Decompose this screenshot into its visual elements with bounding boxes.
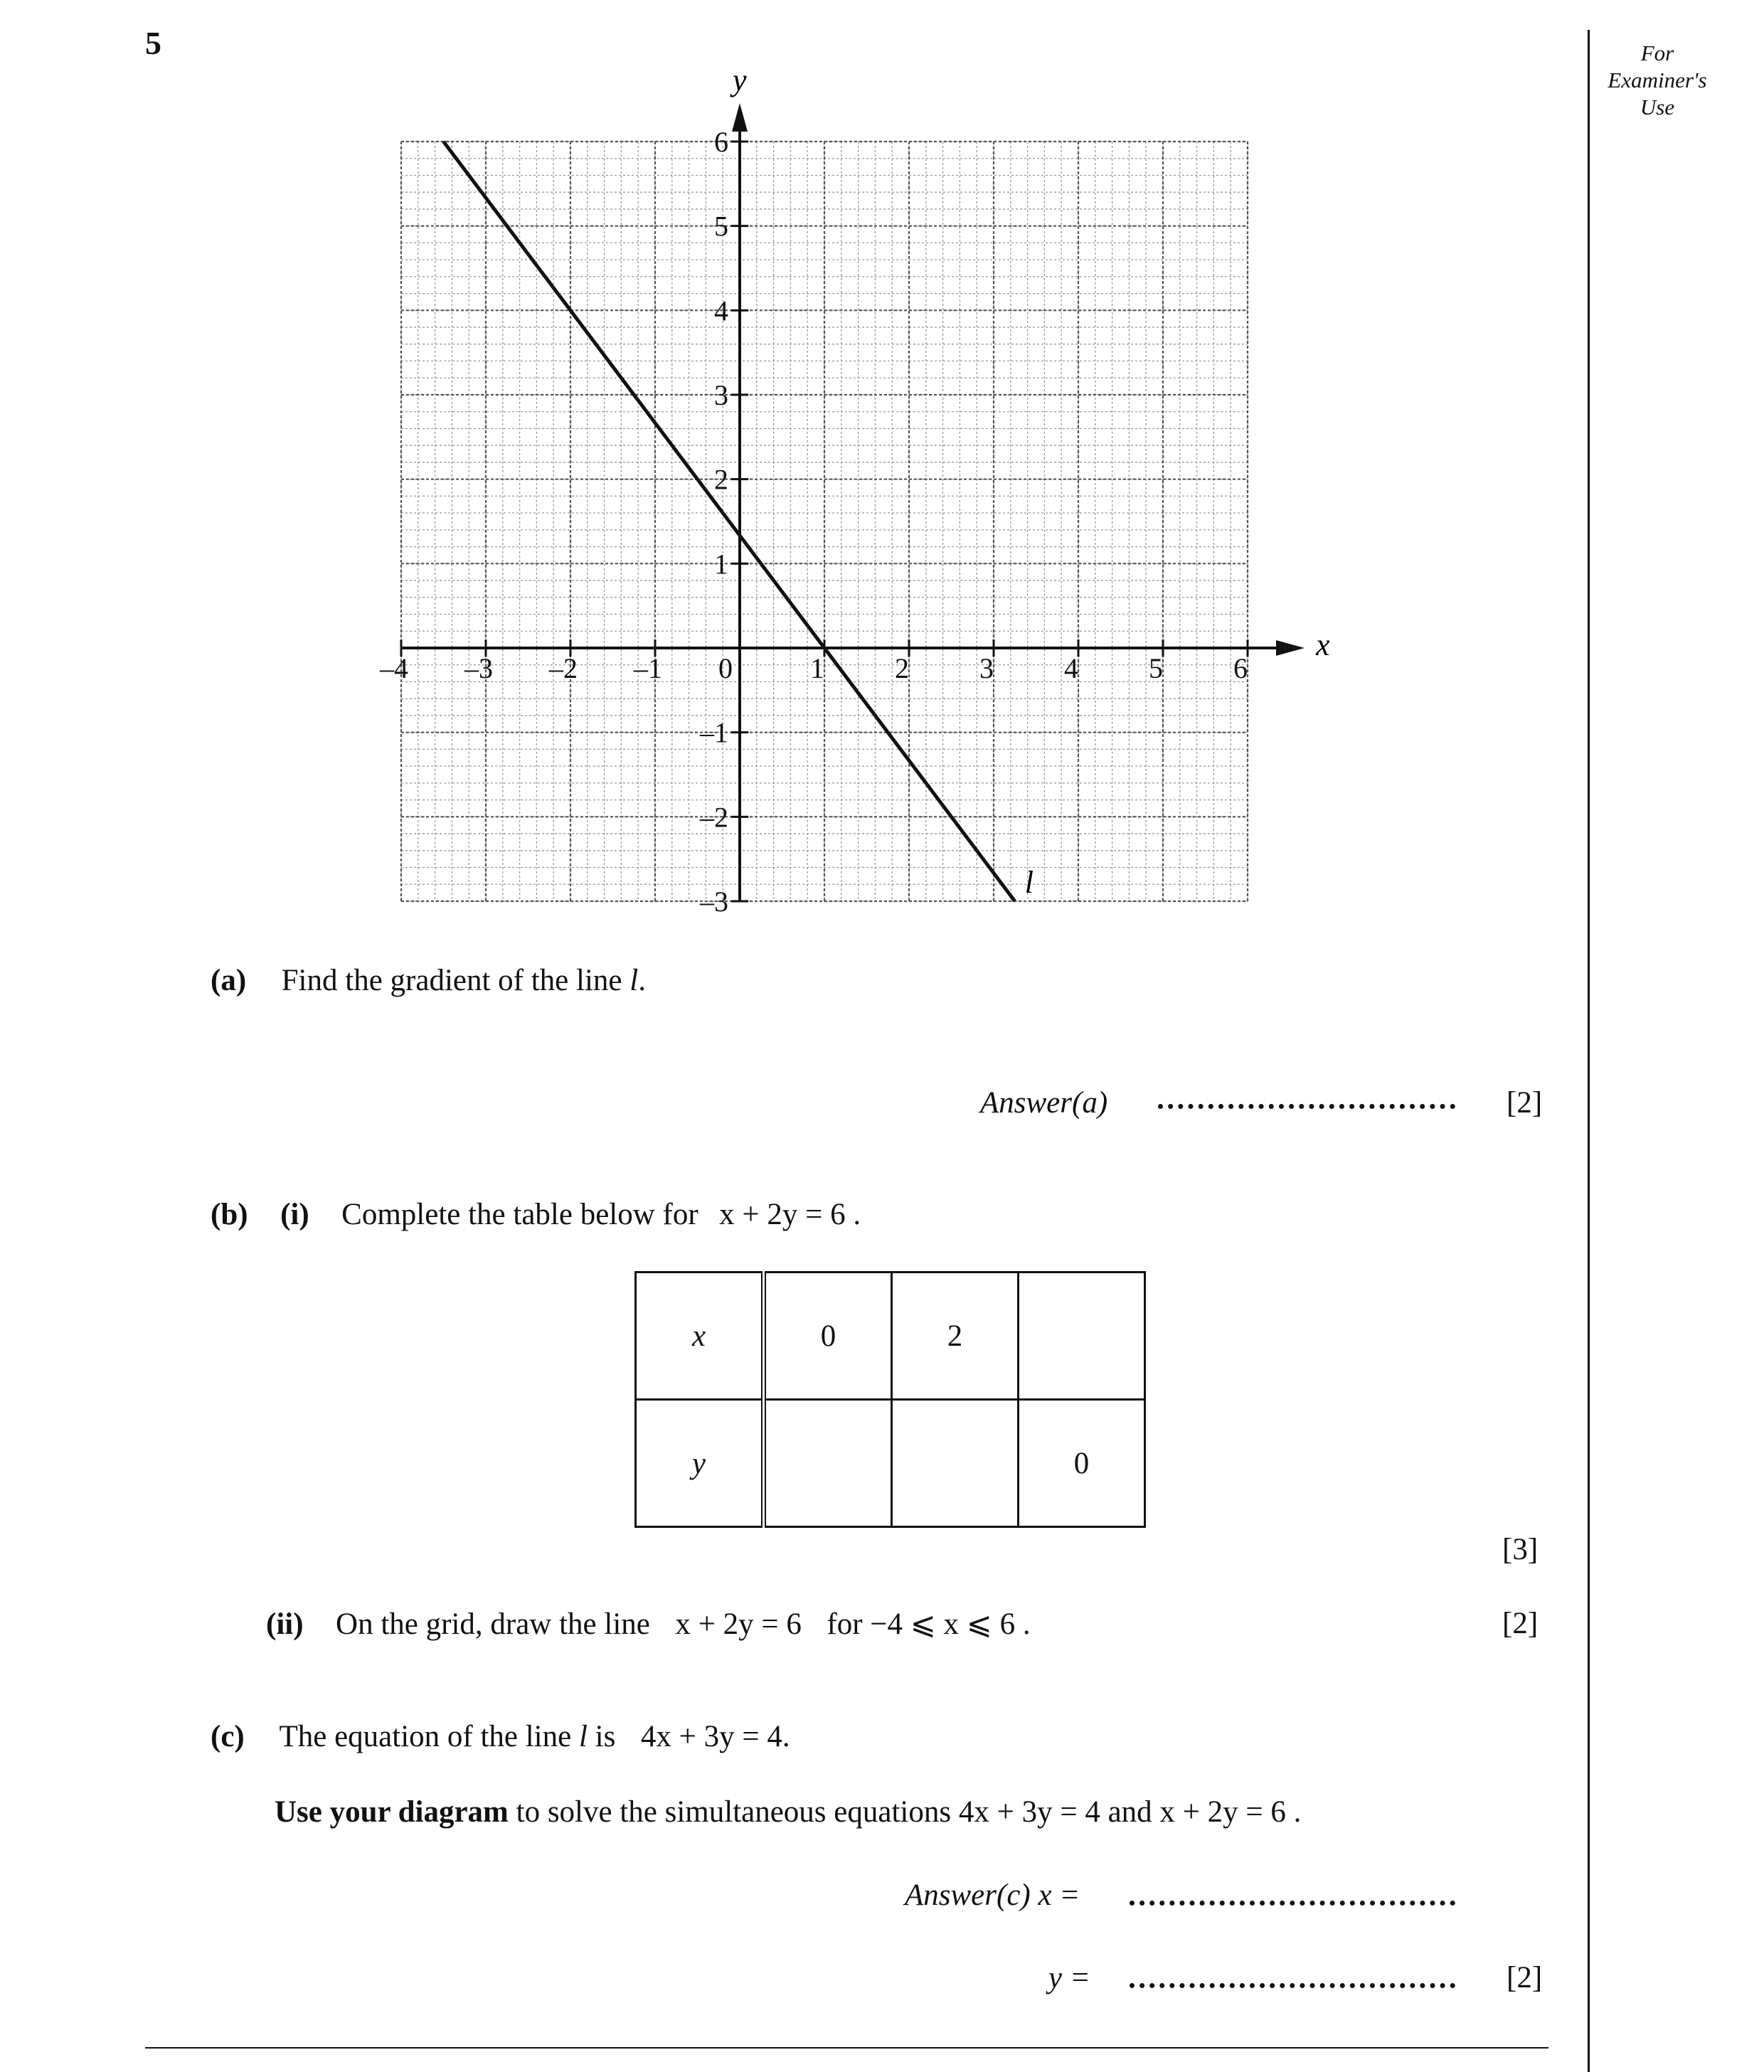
y-tick-label: 6 <box>714 126 728 158</box>
part-b-ii-question <box>266 1606 1031 1642</box>
x-tick-label: 4 <box>1064 652 1078 684</box>
part-c-equation: 4x + 3y = 4. <box>640 1720 790 1753</box>
x-tick-label: –2 <box>549 652 578 684</box>
y-tick-label: 5 <box>714 210 728 243</box>
answer-c-y-field[interactable] <box>1130 1983 1455 1988</box>
part-b-ii-label: (ii) <box>266 1608 304 1641</box>
x-axis-label: x <box>1316 627 1330 662</box>
y-axis-arrow <box>732 103 748 132</box>
xy-table <box>634 1271 1146 1528</box>
table-cell-y-1[interactable] <box>764 1400 892 1527</box>
page-number: 5 <box>145 25 161 61</box>
part-b-ii-marks: [2] <box>1502 1607 1539 1640</box>
x-tick-label: 3 <box>979 652 994 684</box>
y-axis-label: y <box>733 63 747 97</box>
y-tick-label: –3 <box>700 886 728 918</box>
part-c-marks: [2] <box>1507 1961 1543 1994</box>
y-tick-label: 1 <box>714 548 728 580</box>
part-b-i-label: (i) <box>280 1198 309 1231</box>
table-cell-x-2: 2 <box>892 1273 1019 1400</box>
part-b-ii-equation: x + 2y = 6 <box>675 1608 802 1641</box>
part-b-label: (b) <box>211 1198 248 1231</box>
examiner-line-2: Examiner's <box>1608 68 1707 92</box>
answer-a-field[interactable] <box>1158 1104 1455 1109</box>
table-cell-y-3: 0 <box>1019 1400 1145 1527</box>
part-a-question <box>211 963 646 998</box>
part-a-line-name: l <box>629 964 639 997</box>
examiner-line-1: For <box>1640 41 1674 65</box>
examiner-line-3: Use <box>1640 95 1675 119</box>
part-c-text: The equation of the line <box>279 1720 579 1753</box>
part-b-ii-range: for −4 ⩽ x ⩽ 6 . <box>827 1608 1031 1641</box>
table-row-y <box>636 1400 1145 1527</box>
line-l-label: l <box>1024 865 1034 900</box>
part-c-instruction <box>275 1795 1301 1829</box>
x-tick-label: –1 <box>634 652 662 684</box>
x-tick-label: 6 <box>1233 652 1248 684</box>
table-cell-y-2[interactable] <box>892 1400 1019 1527</box>
part-b-i-marks: [3] <box>1502 1533 1539 1566</box>
part-c-instruction-text: to solve the simultaneous equations 4x + 3y = 4 and x + 2y = 6 . <box>508 1795 1302 1829</box>
part-b-i-question <box>211 1197 861 1232</box>
part-c-label: (c) <box>211 1720 245 1753</box>
bottom-rule <box>145 2047 1548 2049</box>
table-header-x: x <box>636 1273 764 1400</box>
line-l <box>444 142 1015 901</box>
table-header-y: y <box>636 1400 764 1527</box>
y-tick-label: 3 <box>714 379 728 411</box>
x-tick-label: 0 <box>718 652 733 684</box>
answer-c-y-label: y = <box>1048 1961 1090 1994</box>
table-cell-x-1: 0 <box>764 1273 892 1400</box>
part-c-bold-lead: Use your diagram <box>275 1795 509 1829</box>
y-tick-label: 2 <box>714 463 728 496</box>
answer-c-x-field[interactable] <box>1130 1901 1455 1906</box>
part-b-ii-text: On the grid, draw the line <box>336 1608 650 1641</box>
part-c-text-is: is <box>587 1720 616 1753</box>
part-a-text-end: . <box>638 964 646 997</box>
part-b-i-text: Complete the table below for <box>341 1198 698 1231</box>
table-cell-x-3[interactable] <box>1019 1273 1145 1400</box>
part-a-marks: [2] <box>1507 1086 1543 1120</box>
x-tick-label: –3 <box>464 652 493 684</box>
part-a-label: (a) <box>211 964 247 997</box>
coordinate-grid <box>0 0 1764 925</box>
y-tick-label: –1 <box>700 716 728 749</box>
y-tick-label: 4 <box>714 294 728 327</box>
x-tick-label: –4 <box>380 652 408 684</box>
x-axis-arrow <box>1276 640 1305 656</box>
part-b-i-equation: x + 2y = 6 . <box>719 1198 861 1231</box>
part-a-text: Find the gradient of the line <box>281 964 630 997</box>
x-tick-label: 1 <box>810 652 824 684</box>
answer-c-x-label: Answer(c) x = <box>905 1879 1080 1912</box>
x-tick-label: 5 <box>1149 652 1163 684</box>
answer-a-label: Answer(a) <box>980 1086 1108 1120</box>
table-row-x <box>636 1273 1145 1400</box>
axes <box>401 63 1330 901</box>
x-tick-label: 2 <box>895 652 909 684</box>
part-c-question <box>211 1719 790 1754</box>
y-tick-label: –2 <box>700 801 728 834</box>
part-c-line-name: l <box>578 1720 588 1753</box>
tick-labels <box>379 126 1248 918</box>
